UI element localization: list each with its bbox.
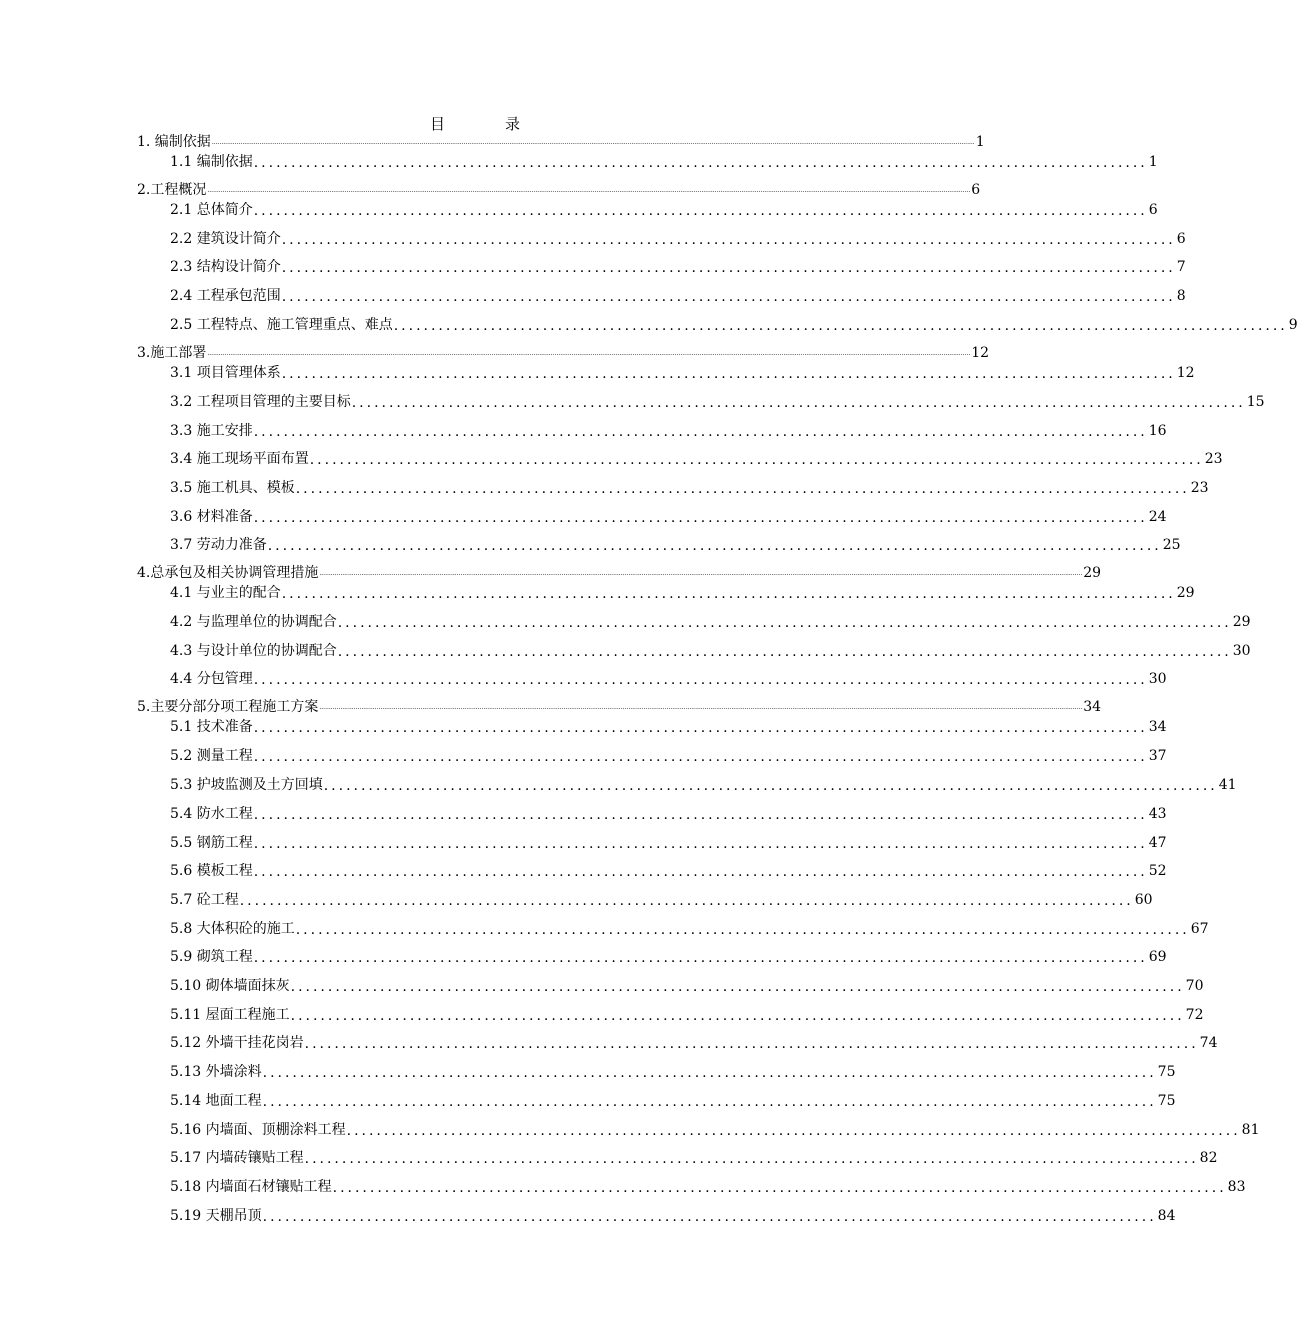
toc-entry-label: 3.7 劳动力准备 <box>170 537 267 553</box>
toc-entry-page: 23 <box>1204 451 1223 467</box>
toc-entry[interactable] <box>170 316 1298 334</box>
toc-entry-page: 84 <box>1157 1208 1176 1224</box>
toc-entry[interactable] <box>170 718 1167 736</box>
toc-entry-label: 5.7 砼工程 <box>170 892 239 908</box>
toc-entry-page: 81 <box>1241 1122 1260 1138</box>
toc-entry-label: 3.2 工程项目管理的主要目标 <box>170 394 351 410</box>
toc-entry-label: 2.2 建筑设计简介 <box>170 231 281 247</box>
toc-entry-page: 70 <box>1185 978 1204 994</box>
toc-entry-label: 5.17 内墙砖镶贴工程 <box>170 1150 304 1166</box>
toc-entry[interactable] <box>170 258 1186 276</box>
toc-entry-label: 3.4 施工现场平面布置 <box>170 451 309 467</box>
toc-dot-leader: ................................................................................................................................................................................................................................................................................................................................................................................................................ <box>207 187 971 194</box>
toc-entry-label: 2.4 工程承包范围 <box>170 288 281 304</box>
toc-entry-page: 15 <box>1246 394 1265 410</box>
toc-entry-label: 2.1 总体简介 <box>170 202 253 218</box>
toc-entry[interactable] <box>137 344 990 362</box>
toc-entry[interactable] <box>170 287 1186 305</box>
toc-entry-label: 5.主要分部分项工程施工方案 <box>137 699 319 715</box>
toc-entry[interactable] <box>170 891 1153 909</box>
toc-dot-leader: ........................................................................................................................ <box>304 1151 1199 1167</box>
toc-entry-label: 5.3 护坡监测及土方回填 <box>170 777 323 793</box>
toc-dot-leader: ........................................................................................................................ <box>253 720 1148 736</box>
toc-entry-label: 2.工程概况 <box>137 182 207 198</box>
toc-entry[interactable] <box>170 536 1181 554</box>
toc-entry-page: 30 <box>1232 643 1251 659</box>
toc-entry[interactable] <box>137 564 1102 582</box>
toc-entry[interactable] <box>170 920 1209 938</box>
toc-dot-leader: ........................................................................................................................ <box>239 893 1134 909</box>
toc-entry-page: 6 <box>1148 202 1158 218</box>
toc-entry-page: 60 <box>1134 892 1153 908</box>
toc-entry[interactable] <box>137 181 981 199</box>
toc-entry-label: 1.1 编制依据 <box>170 154 253 170</box>
toc-entry-label: 2.3 结构设计简介 <box>170 259 281 275</box>
toc-entry-label: 3.3 施工安排 <box>170 423 253 439</box>
toc-entry-label: 5.4 防水工程 <box>170 806 253 822</box>
toc-entry-label: 5.19 天棚吊顶 <box>170 1208 262 1224</box>
toc-entry-page: 75 <box>1157 1093 1176 1109</box>
toc-entry-label: 4.1 与业主的配合 <box>170 585 281 601</box>
toc-entry[interactable] <box>170 805 1167 823</box>
toc-dot-leader: ........................................................................................................................ <box>351 395 1246 411</box>
toc-entry[interactable] <box>170 422 1167 440</box>
toc-dot-leader: ........................................................................................................................ <box>332 1180 1227 1196</box>
toc-entry-page: 82 <box>1199 1150 1218 1166</box>
toc-entry[interactable] <box>170 584 1195 602</box>
toc-entry-label: 4.总承包及相关协调管理措施 <box>137 565 319 581</box>
toc-entry-page: 1 <box>975 134 985 150</box>
toc-dot-leader: ........................................................................................................................ <box>267 538 1162 554</box>
toc-entry-label: 5.9 砌筑工程 <box>170 949 253 965</box>
toc-dot-leader: ................................................................................................................................................................................................................................................................................................................................................................................................................ <box>211 139 975 146</box>
toc-dot-leader: ........................................................................................................................ <box>281 586 1176 602</box>
toc-entry-page: 7 <box>1176 259 1186 275</box>
toc-entry-page: 34 <box>1083 699 1102 715</box>
toc-entry-label: 5.10 砌体墙面抹灰 <box>170 978 290 994</box>
toc-entry[interactable] <box>170 393 1265 411</box>
toc-entry-page: 12 <box>1176 365 1195 381</box>
toc-entry[interactable] <box>170 479 1209 497</box>
toc-dot-leader: ........................................................................................................................ <box>337 644 1232 660</box>
toc-dot-leader: ........................................................................................................................ <box>253 836 1148 852</box>
toc-entry-page: 52 <box>1148 863 1167 879</box>
toc-dot-leader: ........................................................................................................................ <box>290 1008 1185 1024</box>
toc-entry-page: 24 <box>1148 509 1167 525</box>
toc-entry-label: 5.2 测量工程 <box>170 748 253 764</box>
toc-entry-label: 5.8 大体积砼的施工 <box>170 921 295 937</box>
toc-entry[interactable] <box>170 613 1251 631</box>
toc-dot-leader: ........................................................................................................................ <box>253 203 1148 219</box>
toc-entry[interactable] <box>170 1149 1218 1167</box>
toc-entry-page: 6 <box>971 182 981 198</box>
toc-entry[interactable] <box>170 450 1223 468</box>
toc-entry-label: 4.3 与设计单位的协调配合 <box>170 643 337 659</box>
toc-entry-label: 5.13 外墙涂料 <box>170 1064 262 1080</box>
toc-entry[interactable] <box>170 1207 1176 1225</box>
toc-entry[interactable] <box>170 230 1186 248</box>
toc-dot-leader: ........................................................................................................................ <box>290 979 1185 995</box>
toc-entry-label: 3.施工部署 <box>137 345 207 361</box>
toc-entry-page: 75 <box>1157 1064 1176 1080</box>
toc-entry-page: 23 <box>1190 480 1209 496</box>
toc-dot-leader: ........................................................................................................................ <box>262 1065 1157 1081</box>
toc-entry-page: 16 <box>1148 423 1167 439</box>
toc-dot-leader: ........................................................................................................................ <box>253 807 1148 823</box>
toc-dot-leader: ........................................................................................................................ <box>393 318 1288 334</box>
toc-dot-leader: ................................................................................................................................................................................................................................................................................................................................................................................................................ <box>319 704 1083 711</box>
toc-entry-label: 5.5 钢筋工程 <box>170 835 253 851</box>
toc-dot-leader: ........................................................................................................................ <box>281 260 1176 276</box>
toc-entry-page: 74 <box>1199 1035 1218 1051</box>
toc-entry-page: 8 <box>1176 288 1186 304</box>
toc-entry-page: 12 <box>971 345 990 361</box>
toc-entry[interactable] <box>170 977 1204 995</box>
toc-dot-leader: ........................................................................................................................ <box>253 749 1148 765</box>
toc-dot-leader: ........................................................................................................................ <box>262 1094 1157 1110</box>
toc-entry-page: 72 <box>1185 1007 1204 1023</box>
toc-entry[interactable] <box>170 1178 1246 1196</box>
toc-entry-page: 29 <box>1176 585 1195 601</box>
toc-dot-leader: ........................................................................................................................ <box>295 481 1190 497</box>
toc-dot-leader: ........................................................................................................................ <box>253 424 1148 440</box>
toc-dot-leader: ........................................................................................................................ <box>337 615 1232 631</box>
toc-entry-label: 5.18 内墙面石材镶贴工程 <box>170 1179 332 1195</box>
toc-entry[interactable] <box>170 834 1167 852</box>
toc-entry[interactable] <box>137 698 1102 716</box>
toc-entry[interactable] <box>170 153 1158 171</box>
toc-entry[interactable] <box>170 862 1167 880</box>
toc-dot-leader: ........................................................................................................................ <box>253 950 1148 966</box>
toc-entry-label: 5.12 外墙干挂花岗岩 <box>170 1035 304 1051</box>
toc-entry-page: 9 <box>1288 317 1298 333</box>
toc-entry-label: 2.5 工程特点、施工管理重点、难点 <box>170 317 393 333</box>
toc-dot-leader: ........................................................................................................................ <box>281 232 1176 248</box>
toc-entry-page: 67 <box>1190 921 1209 937</box>
toc-dot-leader: ........................................................................................................................ <box>309 452 1204 468</box>
toc-entry-page: 41 <box>1218 777 1237 793</box>
toc-entry-page: 30 <box>1148 671 1167 687</box>
toc-entry-page: 1 <box>1148 154 1158 170</box>
toc-entry[interactable] <box>170 1092 1176 1110</box>
toc-dot-leader: ................................................................................................................................................................................................................................................................................................................................................................................................................ <box>207 350 971 357</box>
toc-entry-label: 5.16 内墙面、顶棚涂料工程 <box>170 1122 346 1138</box>
toc-entry-label: 5.6 模板工程 <box>170 863 253 879</box>
toc-entry[interactable] <box>170 670 1167 688</box>
toc-entry-page: 47 <box>1148 835 1167 851</box>
toc-dot-leader: ........................................................................................................................ <box>323 778 1218 794</box>
toc-entry-label: 5.14 地面工程 <box>170 1093 262 1109</box>
toc-entry[interactable] <box>170 201 1158 219</box>
toc-dot-leader: ........................................................................................................................ <box>253 864 1148 880</box>
toc-entry-page: 34 <box>1148 719 1167 735</box>
toc-entry[interactable] <box>170 1006 1204 1024</box>
toc-entry-label: 3.6 材料准备 <box>170 509 253 525</box>
toc-entry-label: 5.1 技术准备 <box>170 719 253 735</box>
toc-entry-page: 29 <box>1083 565 1102 581</box>
toc-entry-label: 5.11 屋面工程施工 <box>170 1007 290 1023</box>
toc-entry[interactable] <box>170 1063 1176 1081</box>
toc-title: 目 录 <box>429 115 520 133</box>
toc-dot-leader: ........................................................................................................................ <box>295 922 1190 938</box>
toc-entry[interactable] <box>170 508 1167 526</box>
toc-entry-label: 1. 编制依据 <box>137 134 211 150</box>
toc-entry-page: 83 <box>1227 1179 1246 1195</box>
toc-entry-page: 37 <box>1148 748 1167 764</box>
toc-dot-leader: ........................................................................................................................ <box>304 1036 1199 1052</box>
toc-dot-leader: ........................................................................................................................ <box>281 366 1176 382</box>
toc-dot-leader: ........................................................................................................................ <box>262 1209 1157 1225</box>
toc-entry[interactable] <box>170 1034 1218 1052</box>
toc-entry-page: 6 <box>1176 231 1186 247</box>
toc-entry[interactable] <box>137 133 985 151</box>
toc-dot-leader: ........................................................................................................................ <box>253 510 1148 526</box>
toc-dot-leader: ........................................................................................................................ <box>281 289 1176 305</box>
toc-entry-label: 3.5 施工机具、模板 <box>170 480 295 496</box>
toc-entry[interactable] <box>170 747 1167 765</box>
toc-dot-leader: ........................................................................................................................ <box>346 1123 1241 1139</box>
toc-entry-page: 29 <box>1232 614 1251 630</box>
toc-entry-page: 25 <box>1162 537 1181 553</box>
toc-entry[interactable] <box>170 642 1251 660</box>
toc-entry[interactable] <box>170 776 1237 794</box>
toc-dot-leader: ................................................................................................................................................................................................................................................................................................................................................................................................................ <box>319 570 1083 577</box>
toc-entry-label: 4.4 分包管理 <box>170 671 253 687</box>
toc-entry[interactable] <box>170 364 1195 382</box>
toc-entry-page: 43 <box>1148 806 1167 822</box>
toc-entry-page: 69 <box>1148 949 1167 965</box>
toc-entry[interactable] <box>170 1121 1260 1139</box>
toc-entry-label: 4.2 与监理单位的协调配合 <box>170 614 337 630</box>
toc-dot-leader: ........................................................................................................................ <box>253 155 1148 171</box>
toc-entry-label: 3.1 项目管理体系 <box>170 365 281 381</box>
toc-dot-leader: ........................................................................................................................ <box>253 672 1148 688</box>
toc-entry[interactable] <box>170 948 1167 966</box>
